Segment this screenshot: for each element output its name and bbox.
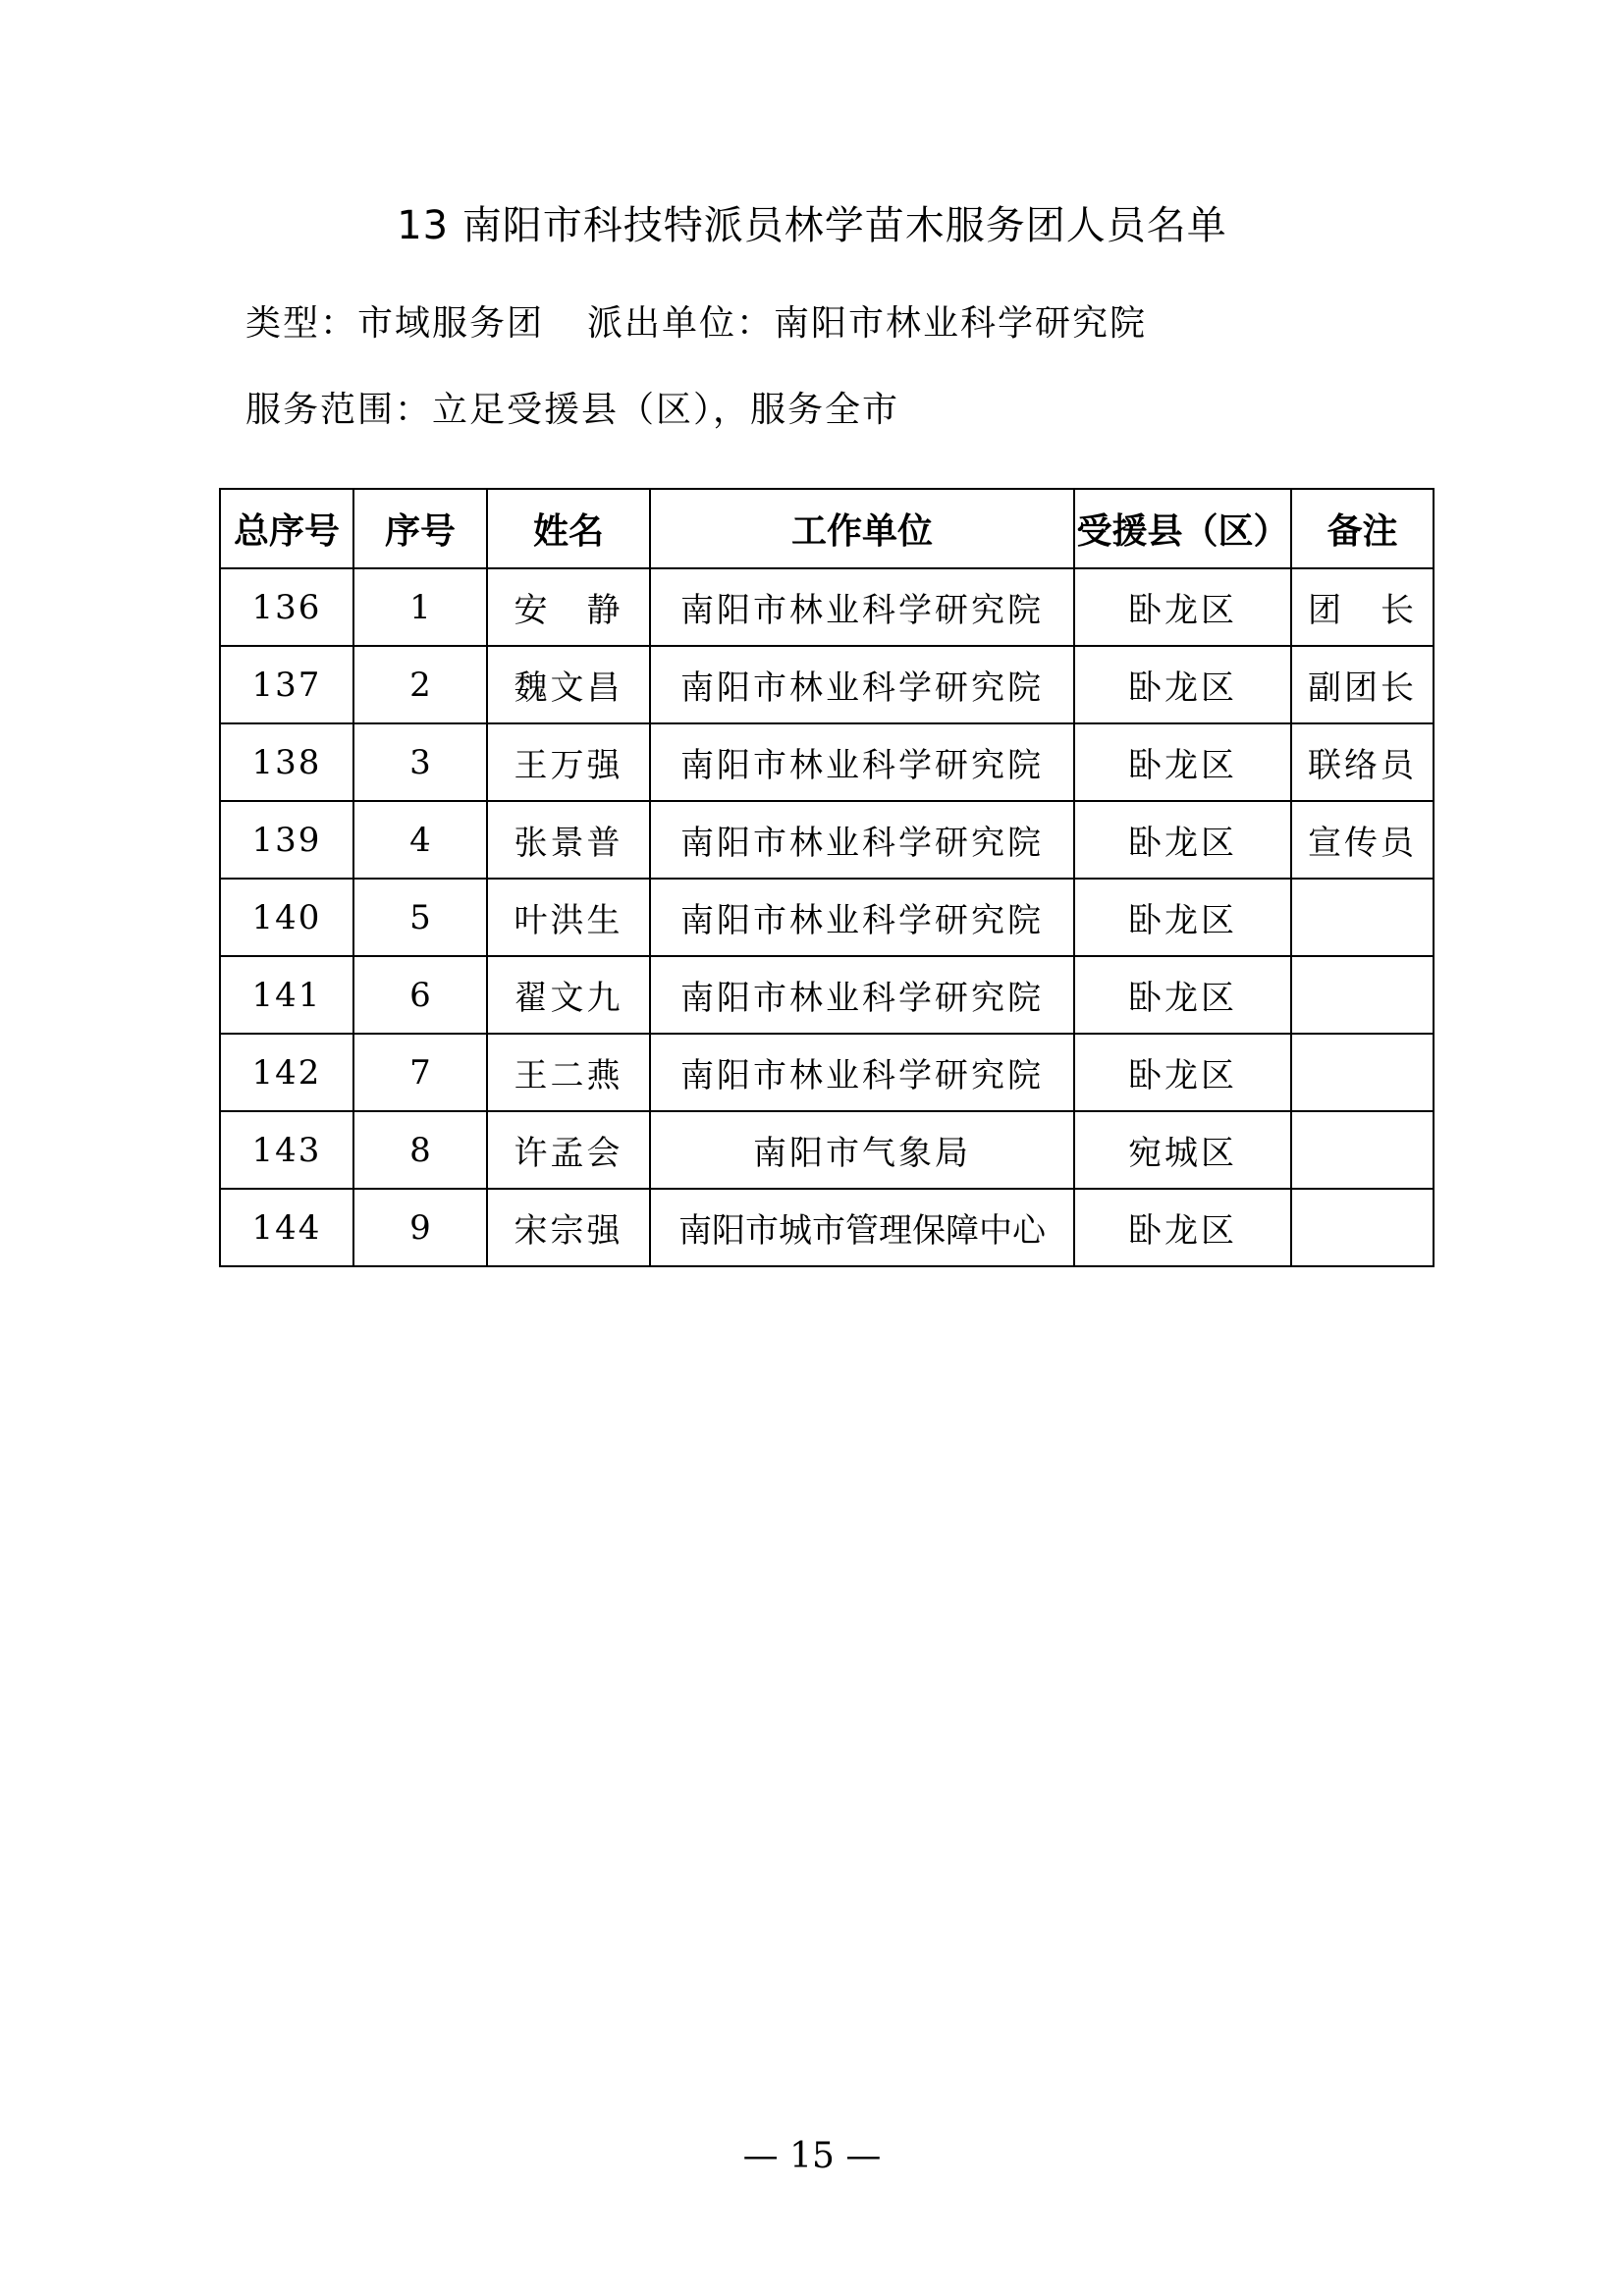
table-header-row [220,489,1434,568]
header-county: 受援县（区） [1074,489,1291,568]
page-number: — 15 — [742,2136,882,2176]
cell-total-no: 144 [220,1189,353,1266]
cell-name: 叶洪生 [487,879,650,956]
table-row [220,1189,1434,1266]
dispatch-value: 南阳市林业科学研究院 [774,303,1148,344]
cell-name: 许孟会 [487,1111,650,1189]
header-total-no: 总序号 [220,489,353,568]
document-title: 13 南阳市科技特派员林学苗木服务团人员名单 [397,203,1227,248]
cell-county: 卧龙区 [1074,879,1291,956]
cell-name: 魏文昌 [487,646,650,723]
cell-name: 王万强 [487,723,650,801]
cell-unit: 南阳市林业科学研究院 [650,1034,1074,1111]
cell-unit: 南阳市气象局 [650,1111,1074,1189]
cell-total-no: 139 [220,801,353,879]
cell-seq-no: 1 [353,568,487,646]
cell-seq-no: 3 [353,723,487,801]
cell-unit: 南阳市林业科学研究院 [650,801,1074,879]
cell-name: 张景普 [487,801,650,879]
cell-total-no: 140 [220,879,353,956]
table-row [220,879,1434,956]
cell-seq-no: 2 [353,646,487,723]
cell-seq-no: 5 [353,879,487,956]
cell-note [1291,1111,1434,1189]
cell-name: 王二燕 [487,1034,650,1111]
cell-note: 宣传员 [1291,801,1434,879]
cell-county: 卧龙区 [1074,1189,1291,1266]
table-row [220,723,1434,801]
cell-seq-no: 8 [353,1111,487,1189]
cell-total-no: 142 [220,1034,353,1111]
cell-unit: 南阳市林业科学研究院 [650,568,1074,646]
table-row [220,801,1434,879]
cell-note [1291,1189,1434,1266]
cell-total-no: 137 [220,646,353,723]
cell-total-no: 138 [220,723,353,801]
table-row [220,1034,1434,1111]
cell-note: 团 长 [1291,568,1434,646]
cell-unit: 南阳市林业科学研究院 [650,879,1074,956]
cell-note [1291,1034,1434,1111]
cell-note [1291,879,1434,956]
header-unit: 工作单位 [650,489,1074,568]
cell-unit: 南阳市林业科学研究院 [650,956,1074,1034]
cell-seq-no: 4 [353,801,487,879]
cell-total-no: 143 [220,1111,353,1189]
cell-county: 卧龙区 [1074,801,1291,879]
header-seq-no: 序号 [353,489,487,568]
table-row [220,568,1434,646]
cell-total-no: 141 [220,956,353,1034]
table-row [220,956,1434,1034]
header-name: 姓名 [487,489,650,568]
cell-note: 联络员 [1291,723,1434,801]
table-row [220,1111,1434,1189]
cell-note: 副团长 [1291,646,1434,723]
dispatch-label: 派出单位： [587,303,775,344]
cell-unit: 南阳市林业科学研究院 [650,646,1074,723]
cell-county: 卧龙区 [1074,1034,1291,1111]
cell-unit: 南阳市城市管理保障中心 [650,1189,1074,1266]
scope-label: 服务范围： [245,390,433,430]
cell-county: 卧龙区 [1074,723,1291,801]
cell-county: 卧龙区 [1074,568,1291,646]
cell-name: 宋宗强 [487,1189,650,1266]
cell-seq-no: 7 [353,1034,487,1111]
meta-scope-line [245,383,899,438]
cell-seq-no: 9 [353,1189,487,1266]
cell-name: 安 静 [487,568,650,646]
type-label: 类型： [245,303,358,344]
type-value: 市域服务团 [357,303,545,344]
cell-unit: 南阳市林业科学研究院 [650,723,1074,801]
cell-seq-no: 6 [353,956,487,1034]
cell-note [1291,956,1434,1034]
cell-county: 卧龙区 [1074,956,1291,1034]
cell-total-no: 136 [220,568,353,646]
scope-value: 立足受援县（区），服务全市 [432,390,900,430]
cell-county: 卧龙区 [1074,646,1291,723]
header-note: 备注 [1291,489,1434,568]
roster-table [219,488,1435,1267]
cell-county: 宛城区 [1074,1111,1291,1189]
cell-name: 翟文九 [487,956,650,1034]
table-row [220,646,1434,723]
meta-type-dispatch-line [245,296,1147,351]
